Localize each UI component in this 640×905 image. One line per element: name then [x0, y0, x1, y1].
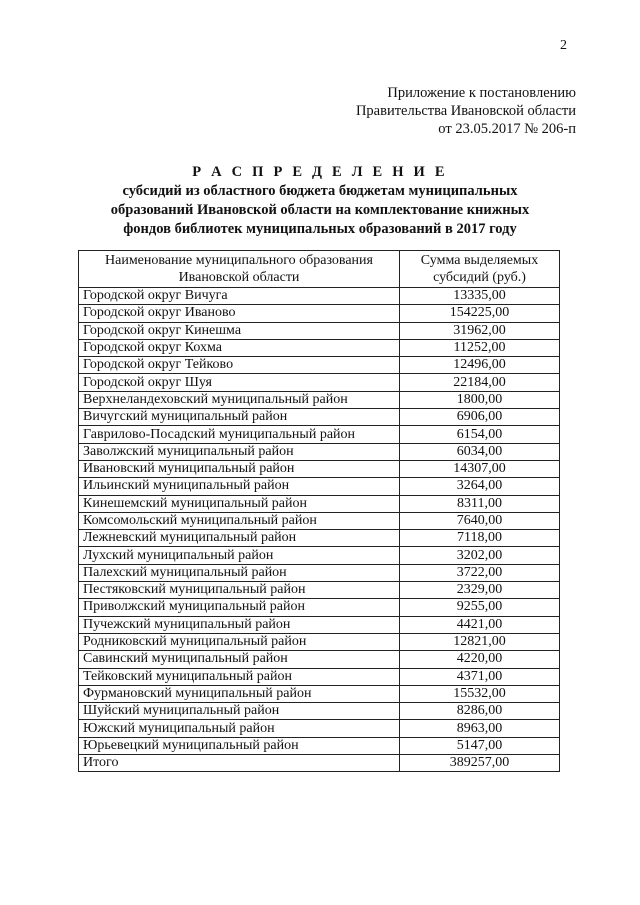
row-sum-cell: 13335,00: [400, 288, 560, 305]
row-name-cell: Савинский муниципальный район: [79, 651, 400, 668]
row-name-cell: Гаврилово-Посадский муниципальный район: [79, 426, 400, 443]
row-sum-cell: 6906,00: [400, 409, 560, 426]
row-sum-cell: 3722,00: [400, 564, 560, 581]
table-row: [79, 391, 560, 408]
row-sum-cell: 2329,00: [400, 582, 560, 599]
table-row: [79, 703, 560, 720]
row-sum-cell: 3264,00: [400, 478, 560, 495]
row-name-cell: Родниковский муниципальный район: [79, 633, 400, 650]
table-row: [79, 564, 560, 581]
table-row: [79, 322, 560, 339]
row-sum-cell: 8311,00: [400, 495, 560, 512]
table-row: [79, 685, 560, 702]
table-row: [79, 530, 560, 547]
page-number: 2: [560, 38, 567, 53]
row-sum-cell: 15532,00: [400, 685, 560, 702]
row-sum-cell: 6034,00: [400, 443, 560, 460]
table-row: [79, 460, 560, 477]
appendix-line: от 23.05.2017 № 206-п: [438, 121, 576, 137]
row-name-cell: Южский муниципальный район: [79, 720, 400, 737]
row-name-cell: Кинешемский муниципальный район: [79, 495, 400, 512]
row-name-cell: Пучежский муниципальный район: [79, 616, 400, 633]
row-sum-cell: 4371,00: [400, 668, 560, 685]
table-row: [79, 737, 560, 754]
row-sum-cell: 389257,00: [400, 755, 560, 772]
row-sum-cell: 4421,00: [400, 616, 560, 633]
row-name-cell: Шуйский муниципальный район: [79, 703, 400, 720]
row-name-cell: Пестяковский муниципальный район: [79, 582, 400, 599]
heading-line: субсидий из областного бюджета бюджетам муниципальных: [122, 183, 518, 199]
document-heading: [0, 163, 640, 239]
row-name-cell: Городской округ Шуя: [79, 374, 400, 391]
table-row: [79, 755, 560, 772]
row-sum-cell: 14307,00: [400, 460, 560, 477]
row-name-cell: Городской округ Тейково: [79, 357, 400, 374]
row-sum-cell: 7118,00: [400, 530, 560, 547]
row-name-cell: Лежневский муниципальный район: [79, 530, 400, 547]
table-row: [79, 512, 560, 529]
subsidy-table-wrapper: [78, 250, 560, 772]
row-name-cell: Верхнеландеховский муниципальный район: [79, 391, 400, 408]
row-name-cell: Приволжский муниципальный район: [79, 599, 400, 616]
row-sum-cell: 9255,00: [400, 599, 560, 616]
row-name-cell: Итого: [79, 755, 400, 772]
table-row: [79, 409, 560, 426]
row-name-cell: Палехский муниципальный район: [79, 564, 400, 581]
row-name-cell: Городской округ Вичуга: [79, 288, 400, 305]
table-row: [79, 288, 560, 305]
table-row: [79, 599, 560, 616]
column-header-sum: Сумма выделяемых субсидий (руб.): [400, 251, 560, 288]
table-row: [79, 668, 560, 685]
row-sum-cell: 12821,00: [400, 633, 560, 650]
row-sum-cell: 3202,00: [400, 547, 560, 564]
row-sum-cell: 8963,00: [400, 720, 560, 737]
table-row: [79, 339, 560, 356]
row-sum-cell: 31962,00: [400, 322, 560, 339]
table-row: [79, 426, 560, 443]
row-name-cell: Городской округ Кинешма: [79, 322, 400, 339]
heading-line: фондов библиотек муниципальных образований в 2017 году: [123, 221, 517, 237]
document-title: Р А С П Р Е Д Е Л Е Н И Е: [192, 164, 448, 180]
table-header-row: [79, 251, 560, 288]
table-row: [79, 720, 560, 737]
appendix-line: Правительства Ивановской области: [355, 103, 576, 119]
column-header-name: Наименование муниципального образования Ивановской области: [79, 251, 400, 288]
row-sum-cell: 22184,00: [400, 374, 560, 391]
row-sum-cell: 12496,00: [400, 357, 560, 374]
row-sum-cell: 6154,00: [400, 426, 560, 443]
table-row: [79, 305, 560, 322]
table-row: [79, 547, 560, 564]
table-row: [79, 651, 560, 668]
table-row: [79, 616, 560, 633]
row-name-cell: Фурмановский муниципальный район: [79, 685, 400, 702]
row-name-cell: Ивановский муниципальный район: [79, 460, 400, 477]
table-row: [79, 582, 560, 599]
row-sum-cell: 5147,00: [400, 737, 560, 754]
row-sum-cell: 7640,00: [400, 512, 560, 529]
table-row: [79, 495, 560, 512]
row-name-cell: Заволжский муниципальный район: [79, 443, 400, 460]
row-name-cell: Комсомольский муниципальный район: [79, 512, 400, 529]
row-sum-cell: 4220,00: [400, 651, 560, 668]
row-sum-cell: 8286,00: [400, 703, 560, 720]
row-name-cell: Городской округ Кохма: [79, 339, 400, 356]
row-name-cell: Ильинский муниципальный район: [79, 478, 400, 495]
table-row: [79, 357, 560, 374]
appendix-line: Приложение к постановлению: [387, 85, 576, 101]
table-row: [79, 443, 560, 460]
row-sum-cell: 11252,00: [400, 339, 560, 356]
table-row: [79, 633, 560, 650]
heading-line: образований Ивановской области на комплектование книжных: [110, 202, 530, 218]
table-row: [79, 374, 560, 391]
appendix-block: [356, 84, 576, 138]
row-name-cell: Городской округ Иваново: [79, 305, 400, 322]
table-row: [79, 478, 560, 495]
row-name-cell: Юрьевецкий муниципальный район: [79, 737, 400, 754]
row-sum-cell: 154225,00: [400, 305, 560, 322]
row-name-cell: Вичугский муниципальный район: [79, 409, 400, 426]
row-sum-cell: 1800,00: [400, 391, 560, 408]
row-name-cell: Лухский муниципальный район: [79, 547, 400, 564]
table-body: [79, 288, 560, 772]
row-name-cell: Тейковский муниципальный район: [79, 668, 400, 685]
subsidy-table: [78, 250, 560, 772]
